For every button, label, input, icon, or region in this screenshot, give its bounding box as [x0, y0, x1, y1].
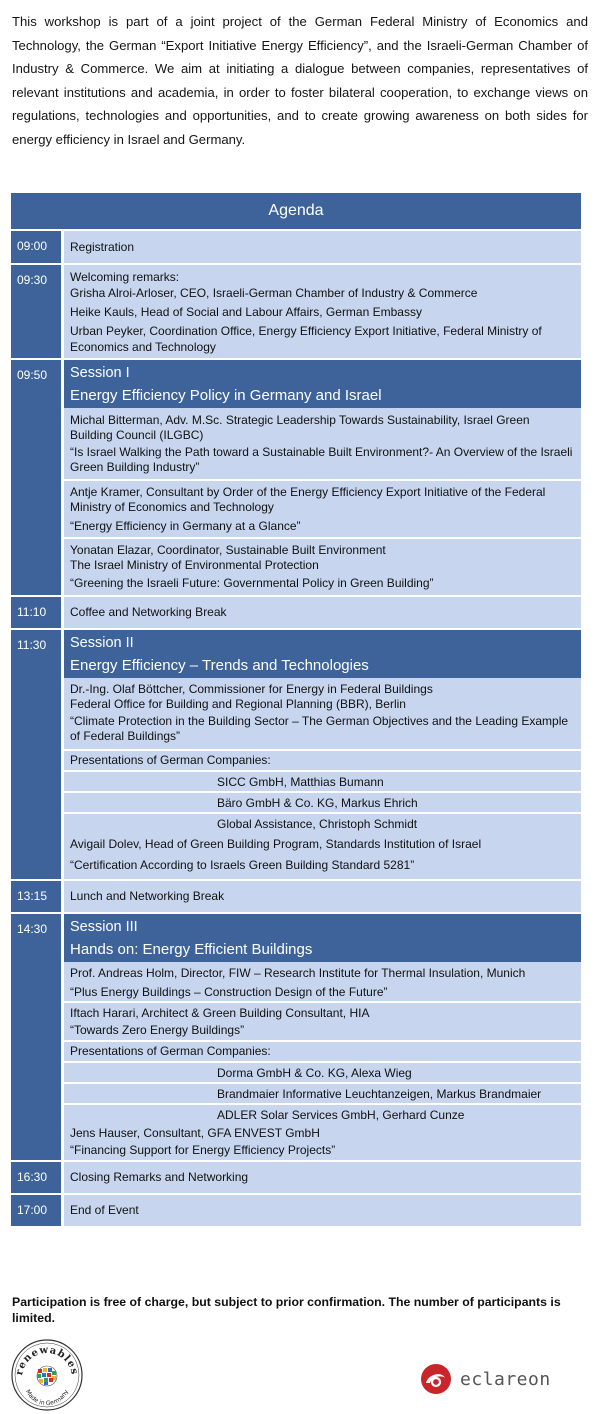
- time-cell: 09:30: [11, 265, 61, 358]
- talk-block: [64, 1003, 581, 1040]
- agenda-row-closing: [11, 1162, 581, 1193]
- speaker-line: Federal Office for Building and Regional Planning (BBR), Berlin: [70, 697, 406, 711]
- session-header: [64, 360, 581, 408]
- agenda-row-session-2: [11, 630, 581, 879]
- company-item: ADLER Solar Services GmbH, Gerhard Cunze: [64, 1105, 581, 1124]
- talk-title: “Greening the Israeli Future: Governmental Policy in Green Building”: [70, 576, 434, 590]
- session-label: Session III: [70, 919, 138, 935]
- session-header: [64, 914, 581, 962]
- agenda-row-end: [11, 1195, 581, 1226]
- talk-block: [64, 962, 581, 1001]
- talk-block: [64, 1124, 581, 1160]
- company-item: SICC GmbH, Matthias Bumann: [64, 772, 581, 791]
- session-title: Energy Efficiency – Trends and Technologies: [70, 656, 369, 674]
- talk-block: [64, 833, 581, 879]
- speaker-line: Grisha Alroi-Arloser, CEO, Israeli-German Chamber of Industry & Commerce: [70, 286, 478, 301]
- item-text: Lunch and Networking Break: [64, 881, 581, 912]
- agenda-row-registration: [11, 231, 581, 263]
- speaker-line: Yonatan Elazar, Coordinator, Sustainable Built Environment: [70, 543, 386, 557]
- renewables-word: renewables: [14, 1344, 80, 1377]
- agenda-row-welcome: [11, 265, 581, 358]
- eclareon-word: eclareon: [460, 1368, 551, 1390]
- talk-block: [64, 539, 581, 595]
- company-item: Dorma GmbH & Co. KG, Alexa Wieg: [64, 1063, 581, 1082]
- session-label: Session I: [70, 365, 130, 381]
- talk-title: “Towards Zero Energy Buildings”: [70, 1023, 245, 1037]
- session-title: Energy Efficiency Policy in Germany and Israel: [70, 386, 382, 404]
- speaker-line: Urban Peyker, Coordination Office, Energy Efficiency Export Initiative, Federal Ministry of Economics and Technology: [70, 324, 542, 354]
- time-cell: 14:30: [11, 914, 61, 1160]
- participation-note: Participation is free of charge, but subject to prior confirmation. The number of participants is limited.: [12, 1295, 561, 1325]
- intro-paragraph: This workshop is part of a joint project of the German Federal Ministry of Economics and Technology, the German “Export Initiative Energy Efficiency”, and the Israeli-German Chamber of Industry & Commerce. We aim at initiating a dialogue between companies, representatives of relevant institutions and academia, in order to foster bilateral cooperation, to exchange views on regulations, technologies and opportunities, and to create growing awareness on both sides for energy efficiency in Israel and Germany.: [12, 14, 588, 147]
- time-cell: 16:30: [11, 1162, 61, 1193]
- time-cell: 09:50: [11, 360, 61, 595]
- time-cell: 11:30: [11, 630, 61, 879]
- talk-title: “Certification According to Israels Green Building Standard 5281”: [70, 858, 415, 872]
- agenda-row-lunch: [11, 881, 581, 912]
- talk-title: “Climate Protection in the Building Sector – The German Objectives and the Leading Example of Federal Buildings”: [70, 714, 569, 743]
- eclareon-logo: [420, 1358, 570, 1400]
- speaker-line: Dr.-Ing. Olaf Böttcher, Commissioner for Energy in Federal Buildings: [70, 682, 433, 696]
- time-cell: 17:00: [11, 1195, 61, 1226]
- time-cell: 11:10: [11, 597, 61, 628]
- item-text: Closing Remarks and Networking: [64, 1162, 581, 1193]
- company-item: Bäro GmbH & Co. KG, Markus Ehrich: [64, 793, 581, 812]
- presentations-label: Presentations of German Companies:: [64, 751, 581, 770]
- company-item: Global Assistance, Christoph Schmidt: [64, 814, 581, 833]
- item-text: Registration: [64, 231, 581, 263]
- talk-title: “Energy Efficiency in Germany at a Glance”: [70, 519, 301, 533]
- talk-block: [64, 408, 581, 479]
- renewables-seal-icon: [10, 1338, 84, 1412]
- speaker-line: Michal Bitterman, Adv. M.Sc. Strategic Leadership Towards Sustainability, Israel Green Building Council (ILGBC): [70, 413, 530, 442]
- speaker-line: Iftach Harari, Architect & Green Building Consultant, HIA: [70, 1006, 370, 1020]
- item-text: End of Event: [64, 1195, 581, 1226]
- speaker-line: Prof. Andreas Holm, Director, FIW – Research Institute for Thermal Insulation, Munich: [70, 966, 526, 980]
- agenda-table: [11, 193, 581, 1228]
- session-label: Session II: [70, 635, 134, 651]
- eclareon-mark-icon: [420, 1363, 452, 1395]
- speaker-line: Antje Kramer, Consultant by Order of the Energy Efficiency Export Initiative of the Federal Ministry of Economics and Technology: [70, 485, 546, 514]
- talk-title: “Financing Support for Energy Efficiency Projects”: [70, 1143, 336, 1157]
- session-header: [64, 630, 581, 678]
- presentations-label: Presentations of German Companies:: [64, 1042, 581, 1061]
- session-title: Hands on: Energy Efficient Buildings: [70, 940, 313, 958]
- time-cell: 13:15: [11, 881, 61, 912]
- welcome-block: [64, 265, 581, 358]
- talk-block: [64, 481, 581, 537]
- agenda-row-session-3: [11, 914, 581, 1160]
- talk-title: “Plus Energy Buildings – Construction Design of the Future”: [70, 985, 388, 999]
- talk-block: [64, 678, 581, 749]
- speaker-line: Jens Hauser, Consultant, GFA ENVEST GmbH: [70, 1126, 320, 1140]
- talk-title: “Is Israel Walking the Path toward a Sustainable Built Environment?- An Overview of the Israeli Green Building Industry”: [70, 445, 573, 474]
- agenda-row-session-1: [11, 360, 581, 595]
- renewables-logo: [10, 1338, 84, 1412]
- speaker-line: The Israel Ministry of Environmental Protection: [70, 558, 319, 572]
- speaker-line: Heike Kauls, Head of Social and Labour Affairs, German Embassy: [70, 304, 422, 319]
- company-item: Brandmaier Informative Leuchtanzeigen, Markus Brandmaier: [64, 1084, 581, 1103]
- time-cell: 09:00: [11, 231, 61, 263]
- item-text: Coffee and Networking Break: [64, 597, 581, 628]
- speaker-line: Avigail Dolev, Head of Green Building Program, Standards Institution of Israel: [70, 837, 482, 851]
- renewables-tagline: Made in Germany: [23, 1388, 71, 1408]
- welcome-heading: Welcoming remarks:: [70, 270, 180, 284]
- agenda-row-coffee: [11, 597, 581, 628]
- agenda-title: Agenda: [11, 193, 581, 229]
